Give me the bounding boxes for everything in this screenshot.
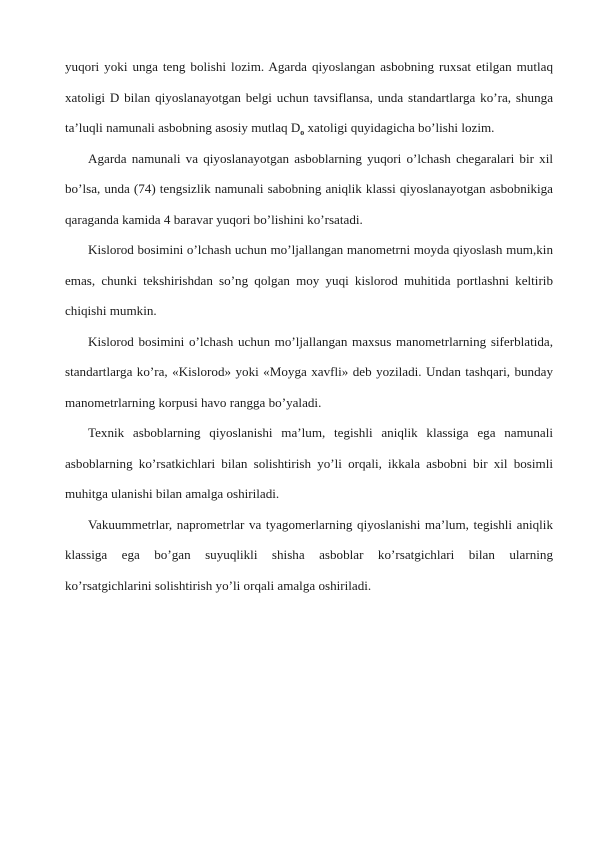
paragraph-6: Vakuummetrlar, naprometrlar va tyagomerlarning qiyoslanishi ma’lum, tegishli aniqlik klassiga ega bo’gan suyuqlikli shisha asboblar ko’rsatgichlari bilan ularning ko’rsatgichlarini solishtirish yo’li orqali amalga oshiriladi. <box>65 516 553 593</box>
paragraph-1-text: yuqori yoki unga teng bolishi lozim. Agarda qiyoslangan asbobning ruxsat etilgan mutlaq xatoligi D bilan qiyoslanayotgan belgi uchun tavsiflansa, unda standartlarga ko’ra, shunga ta’luqli namunali asbobning asosiy mutlaq D <box>65 59 553 135</box>
document-page <box>65 52 553 601</box>
paragraph-1-text-end: xatoligi quyidagicha bo’lishi lozim. <box>304 120 495 135</box>
subscript-o: o <box>300 127 305 137</box>
paragraph-1 <box>65 52 553 144</box>
paragraph-4: Kislorod bosimini o’lchash uchun mo’ljallangan maxsus manometrlarning siferblatida, standartlarga ko’ra, «Kislorod» yoki «Moyga xavfli» deb yoziladi. Undan tashqari, bunday manometrlarning korpusi havo rangga bo’yaladi. <box>65 333 553 410</box>
paragraph-5: Texnik asboblarning qiyoslanishi ma’lum, tegishli aniqlik klassiga ega namunali asboblarning ko’rsatkichlari bilan solishtirish yo’li orqali, ikkala asbobni bir xil bosimli muhitga ulanishi bilan amalga oshiriladi. <box>65 425 553 501</box>
paragraph-2: Agarda namunali va qiyoslanayotgan asboblarning yuqori o’lchash chegaralari bir xil bo’lsa, unda (74) tengsizlik namunali sabobning aniqlik klassi qiyoslanayotgan asbobnikiga qaraganda kamida 4 baravar yuqori bo’lishini ko’rsatadi. <box>65 150 553 227</box>
paragraph-3: Kislorod bosimini o’lchash uchun mo’ljallangan manometrni moyda qiyoslash mum,kin emas, chunki tekshirishdan so’ng qolgan moy yuqi kislorod muhitida portlashni keltirib chiqishi mumkin. <box>65 242 553 318</box>
